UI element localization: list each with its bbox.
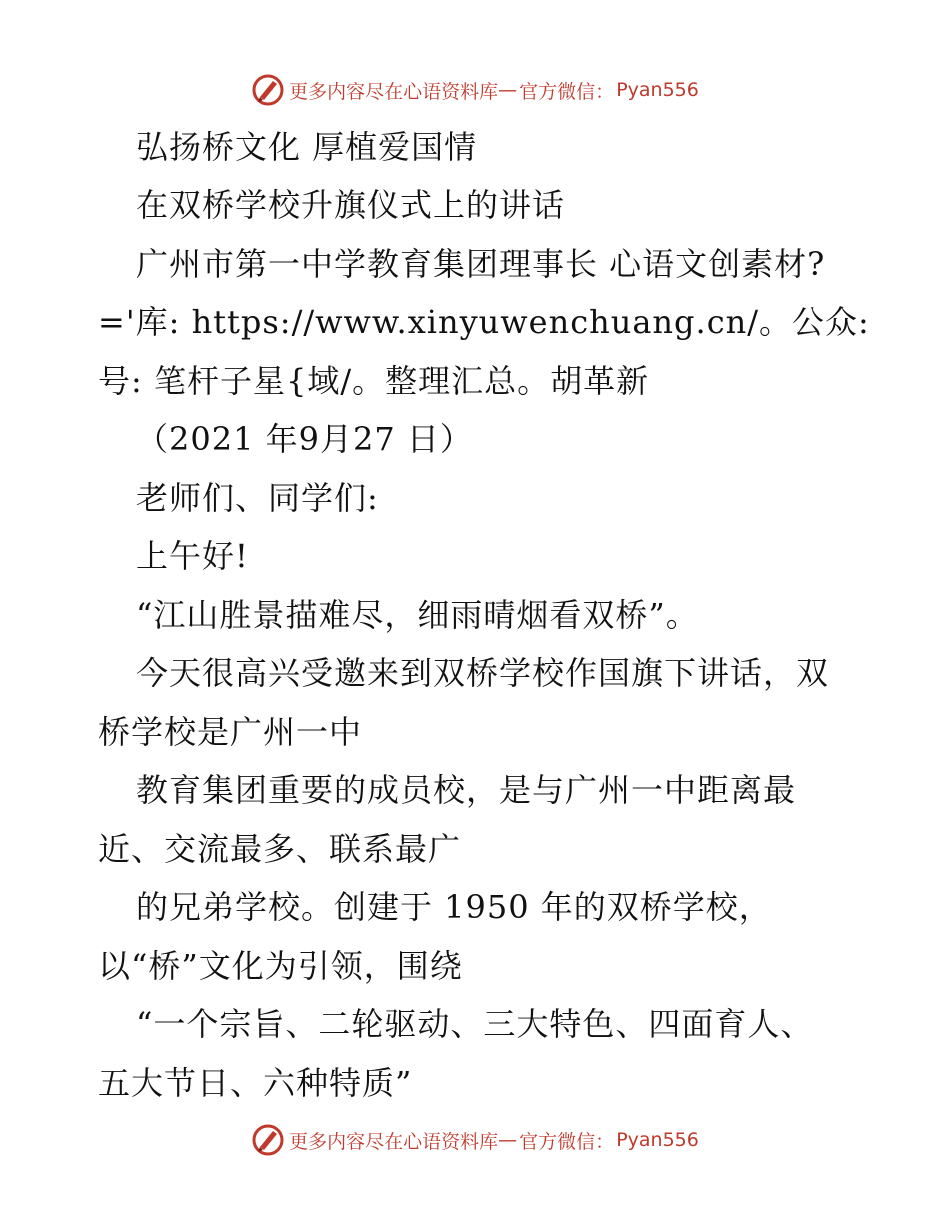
author-line-3: 号: 笔杆子星{域/。整理汇总。胡革新 (98, 362, 650, 400)
paragraph-line: 今天很高兴受邀来到双桥学校作国旗下讲话，双 (136, 654, 830, 692)
date-line: （2021 年9月27 日） (136, 420, 473, 458)
author-line-2: ='库: https://www.xinyuwenchuang.cn/。公众: (98, 303, 870, 341)
banner-wechat-label: 官方微信： (519, 1130, 615, 1153)
paragraph-line: 桥学校是广州一中 (98, 713, 363, 751)
paragraph-line: 的兄弟学校。创建于 1950 年的双桥学校， (136, 888, 772, 926)
document-title: 弘扬桥文化 厚植爱国情 (136, 128, 478, 166)
banner-lead-text: 更多内容尽在心语资料库 (289, 80, 499, 103)
banner-wechat-label: 官方微信： (519, 80, 615, 103)
paragraph-line: “一个宗旨、二轮驱动、三大特色、四面育人、 (136, 1005, 814, 1043)
banner-wechat-id: Pyan556 (616, 79, 699, 101)
greeting: 上午好! (136, 537, 249, 575)
pen-logo-icon (251, 1123, 285, 1157)
paragraph-line: 近、交流最多、联系最广 (98, 830, 462, 868)
banner-lead-text: 更多内容尽在心语资料库 (289, 1130, 499, 1153)
banner-wechat-id: Pyan556 (616, 1129, 699, 1151)
paragraph-line: 以“桥”文化为引领，围绕 (98, 947, 463, 985)
banner-dash: — (498, 79, 518, 101)
quote-line: “江山胜景描难尽，细雨晴烟看双桥”。 (136, 596, 699, 634)
author-line-1: 广州市第一中学教育集团理事长 心语文创素材? (136, 245, 826, 283)
salutation: 老师们、同学们: (136, 479, 379, 517)
footer-banner (0, 1120, 950, 1160)
document-subtitle: 在双桥学校升旗仪式上的讲话 (136, 186, 566, 224)
paragraph-line: 教育集团重要的成员校，是与广州一中距离最 (136, 771, 797, 809)
paragraph-line: 五大节日、六种特质” (98, 1064, 413, 1102)
banner-dash: — (498, 1129, 518, 1151)
